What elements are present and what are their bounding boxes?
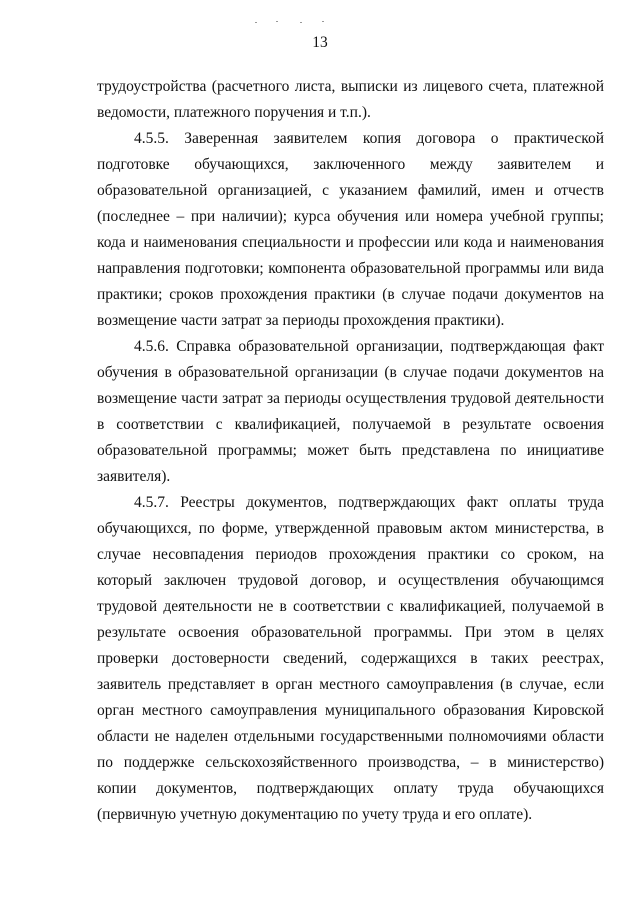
paragraph-continuation: трудоустройства (расчетного листа, выписки из лицевого счета, платежной ведомости, платежного поручения и т.п.). [97,78,604,121]
paragraph-4-5-6: 4.5.6. Справка образовательной организации, подтверждающая факт обучения в образовательной организации (в случае подачи документов на возмещение части затрат за периоды осуществления трудовой деятельности в соответствии с квалификацией, получаемой в результате освоения образовательной программы; может быть представлена по инициативе заявителя). [97,338,604,485]
scan-speck [322,21,324,22]
paragraph-4-5-7: 4.5.7. Реестры документов, подтверждающих факт оплаты труда обучающихся, по форме, утвержденной правовым актом министерства, в случае несовпадения периодов прохождения практики со сроком, на который заключен трудовой договор, и осуществления обучающимся трудовой деятельности не в соответствии с квалификацией, получаемой в результате освоения образовательной программы. При этом в целях проверки достоверности сведений, содержащихся в таких реестрах, заявитель представляет в орган местного самоуправления (в случае, если орган местного самоуправления муниципального образования Кировской области не наделен отдельными государственными полномочиями области по поддержке сельскохозяйственного производства, – в министерство) копии документов, подтверждающих оплату труда обучающихся (первичную учетную документацию по учету труда и его оплате). [97,494,604,823]
paragraph-4-5-5: 4.5.5. Заверенная заявителем копия договора о практической подготовке обучающихся, заключенного между заявителем и образовательной организацией, с указанием фамилий, имен и отчеств (последнее – при наличии); курса обучения или номера учебной группы; кода и наименования специальности и профессии или кода и наименования направления подготовки; компонента образовательной программы или вида практики; сроков прохождения практики (в случае подачи документов на возмещение части затрат за периоды прохождения практики). [97,130,604,329]
scan-speck [255,22,257,23]
page-number: 13 [312,34,328,51]
scan-speck [276,21,278,22]
document-body [97,74,604,828]
scan-speck [300,22,302,23]
